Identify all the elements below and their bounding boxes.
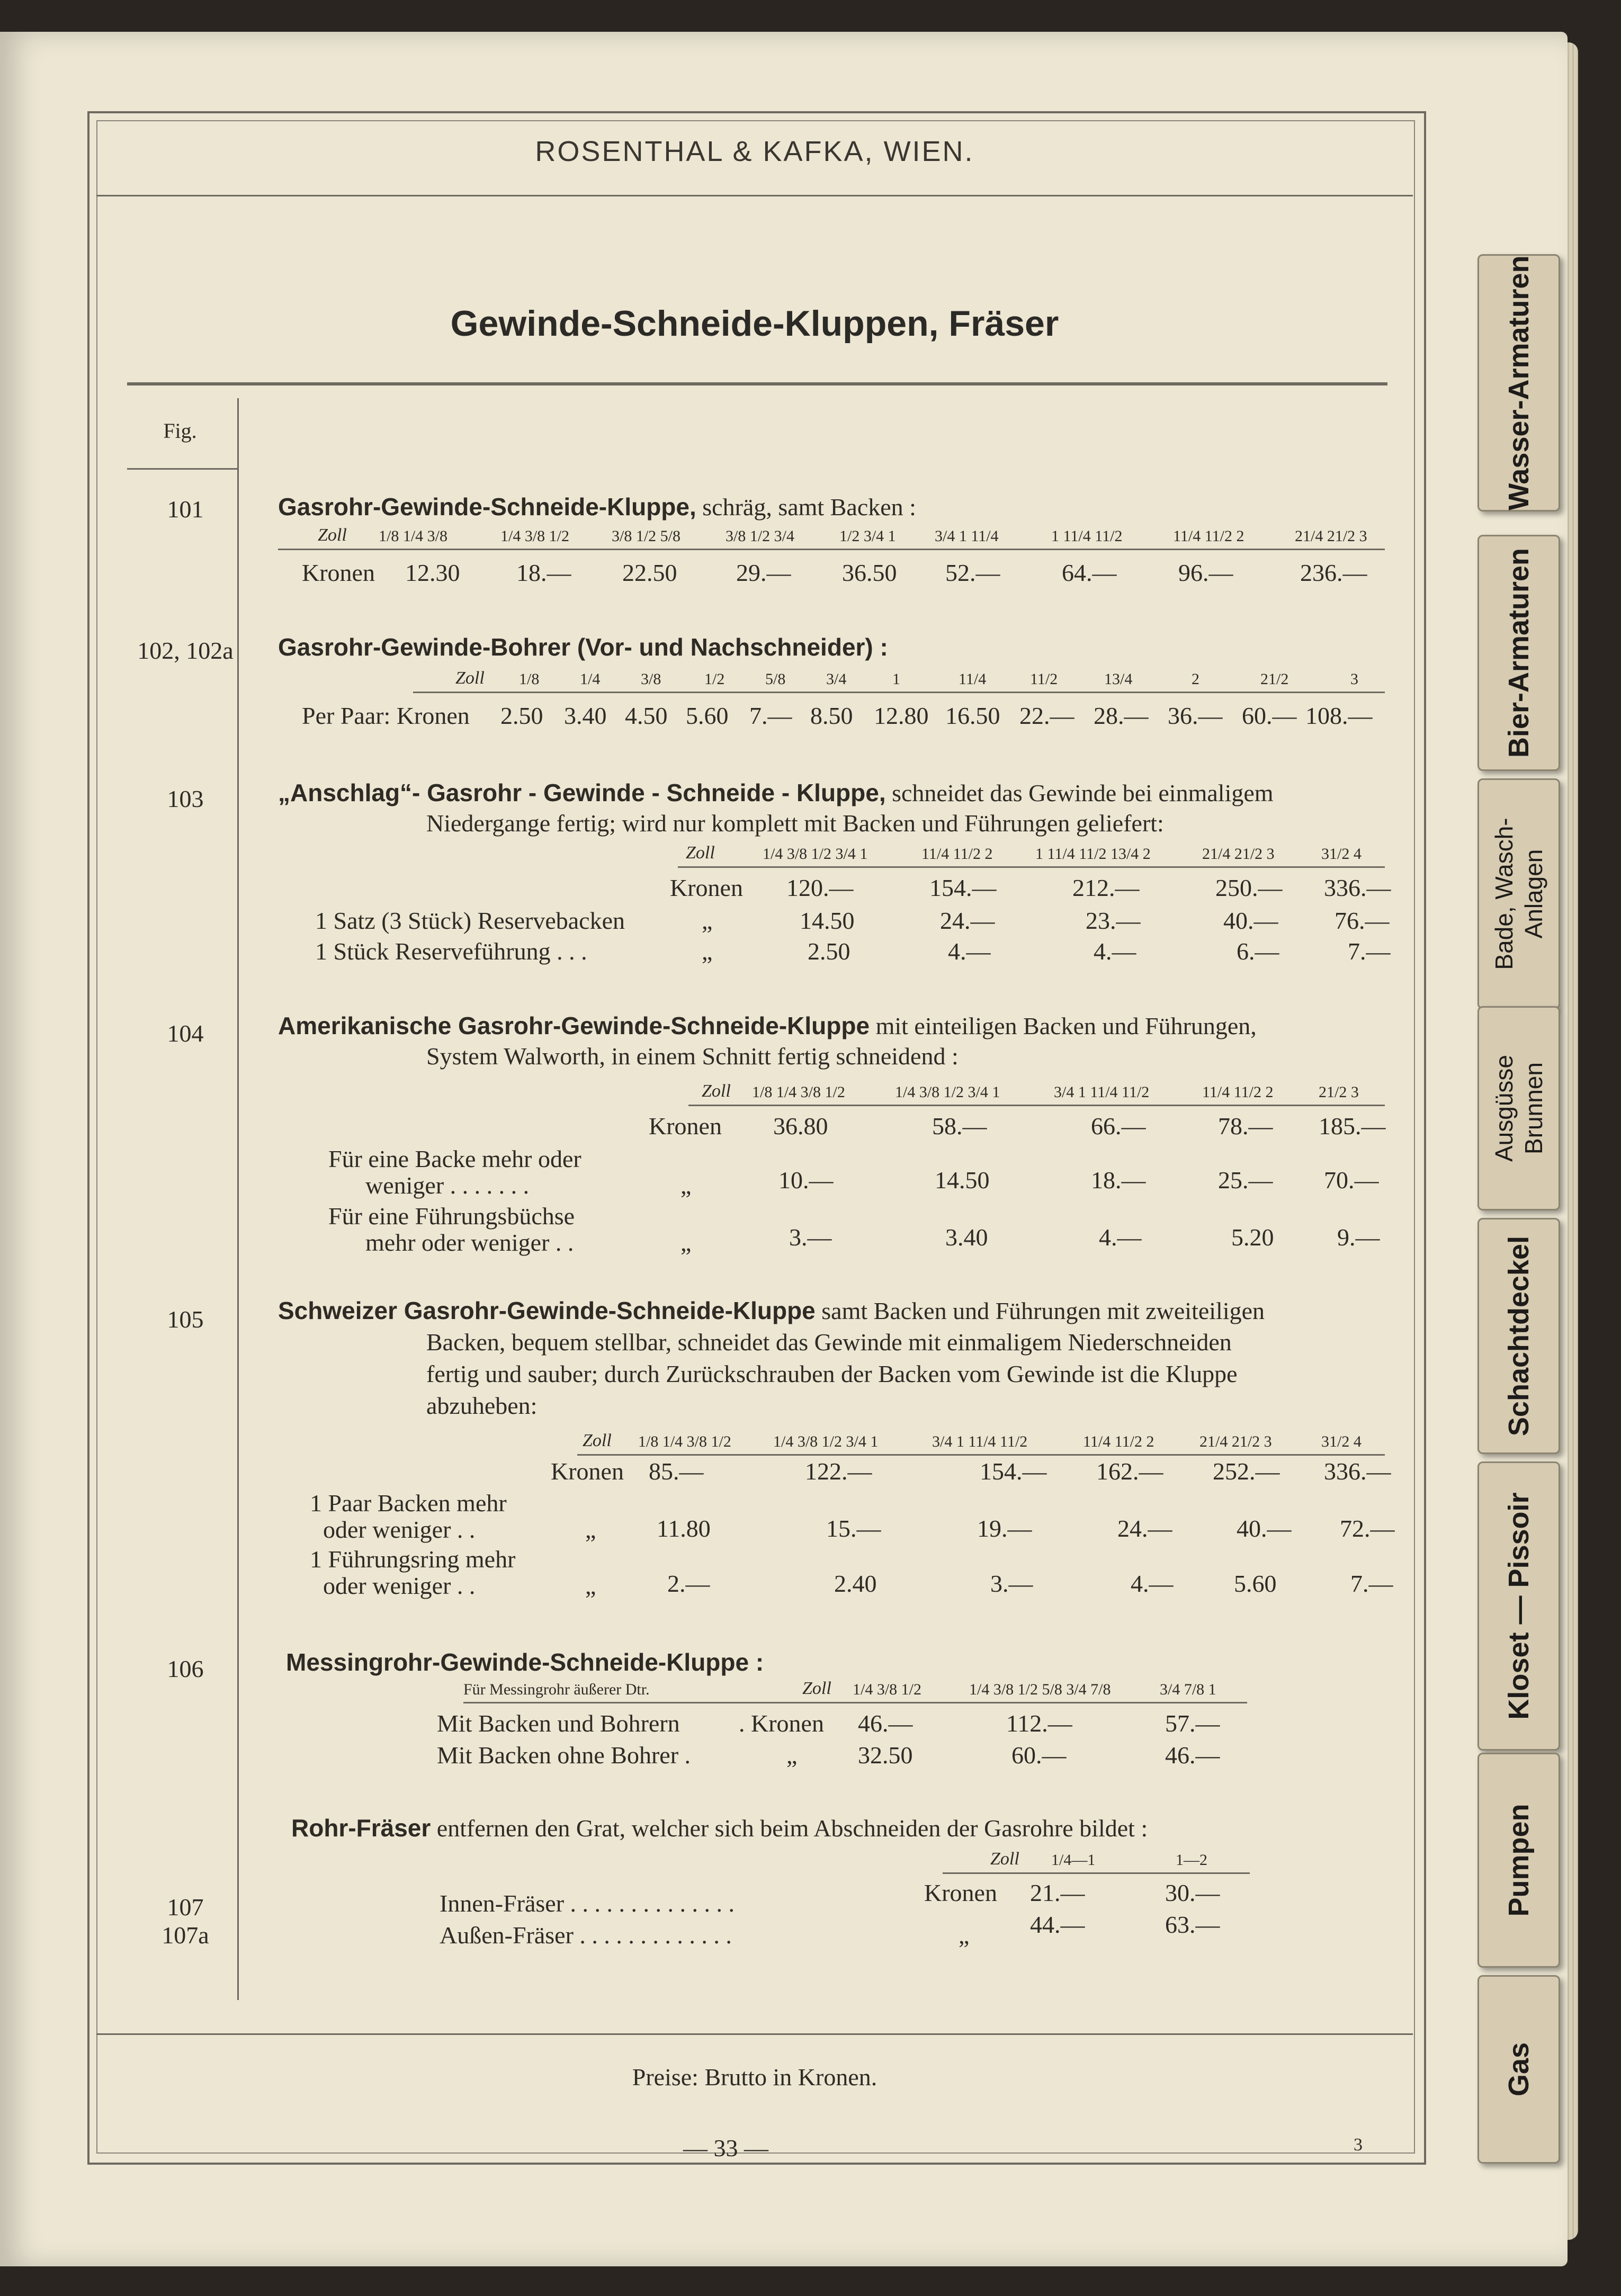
- footer-rule: [96, 2033, 1413, 2035]
- price: 32.50: [858, 1742, 913, 1769]
- price: 3.40: [945, 1224, 988, 1251]
- row-label: Für eine Führungsbüchse: [328, 1203, 575, 1230]
- fig-number: 101: [167, 496, 204, 523]
- size: 3/8: [641, 670, 661, 688]
- tab-label: Ausgüsse Brunnen: [1490, 1054, 1547, 1162]
- price: 212.—: [1072, 874, 1140, 901]
- description-line: Backen, bequem stellbar, schneidet das Gewinde mit einmaligem Niederschneiden: [426, 1329, 1232, 1356]
- price: 3.—: [990, 1570, 1033, 1597]
- price: 36.80: [773, 1113, 828, 1140]
- size-range: 1—2: [1176, 1851, 1207, 1869]
- size: 2: [1192, 670, 1199, 688]
- price: 4.—: [1131, 1570, 1174, 1597]
- row-unit: Kronen: [924, 1879, 997, 1906]
- price: 18.—: [516, 559, 571, 586]
- product-description: schräg, samt Backen :: [696, 494, 916, 521]
- size-range: 3/4 1 11/4 11/2: [1054, 1083, 1150, 1101]
- section-101-price-row: [278, 559, 1385, 590]
- row-label: 1 Satz (3 Stück) Reservebacken: [315, 907, 625, 934]
- zoll-label: Zoll: [990, 1849, 1019, 1869]
- zoll-label: Zoll: [318, 525, 347, 545]
- row-unit: „: [786, 1742, 798, 1769]
- section-103-description: Niedergange fertig; wird nur komplett mit Backen und Führungen geliefert:: [426, 810, 1164, 837]
- price: 108.—: [1305, 702, 1373, 729]
- section-105-description: [426, 1326, 1238, 1422]
- price: 40.—: [1237, 1515, 1292, 1542]
- price: 52.—: [945, 559, 1000, 586]
- price: 76.—: [1335, 907, 1390, 934]
- size-range: 21/4 21/2 3: [1199, 1433, 1272, 1450]
- size-range: 1 11/4 11/2 13/4 2: [1035, 845, 1151, 863]
- size-range: 31/2 4: [1321, 1433, 1362, 1450]
- row-unit: . Kronen: [739, 1710, 824, 1737]
- size-range: 1/4 3/8 1/2: [500, 527, 570, 545]
- price: 36.50: [842, 559, 897, 586]
- price: 60.—: [1011, 1742, 1067, 1769]
- tab-label: Wasser-Armaturen: [1503, 255, 1535, 510]
- section-104-sizes: [688, 1080, 1385, 1106]
- fig-rule: [127, 468, 237, 470]
- section-105-row: [278, 1457, 1391, 1489]
- section-102-heading: [278, 633, 888, 661]
- size: 11/2: [1030, 670, 1058, 688]
- ditto-mark: „: [585, 1572, 596, 1599]
- price: 14.50: [935, 1167, 990, 1194]
- section-101-sizes: [278, 524, 1385, 550]
- price: 4.—: [1099, 1224, 1142, 1251]
- size-range: 1/2 3/4 1: [839, 527, 896, 545]
- size-range: 3/8 1/2 5/8: [612, 527, 681, 545]
- size: 21/2: [1260, 670, 1289, 688]
- price: 12.30: [405, 559, 460, 586]
- price: 120.—: [786, 874, 854, 901]
- title-rule: [127, 382, 1387, 385]
- size-range: 1/4 3/8 1/2 3/4 1: [895, 1083, 1000, 1101]
- size-range: 21/2 3: [1319, 1083, 1359, 1101]
- signature-mark: 3: [1354, 2135, 1363, 2155]
- product-description: samt Backen und Führungen mit zweiteiligen: [815, 1297, 1265, 1324]
- row-label: Kronen: [670, 874, 743, 901]
- price: 66.—: [1091, 1113, 1146, 1140]
- size-range: 11/4 11/2 2: [1202, 1083, 1274, 1101]
- ditto-mark: „: [680, 1229, 692, 1256]
- size-range: 1/4—1: [1051, 1851, 1096, 1869]
- size-range: 3/4 7/8 1: [1160, 1681, 1216, 1698]
- price: 57.—: [1165, 1710, 1220, 1737]
- ditto-mark: „: [585, 1516, 596, 1543]
- section-106-row: [278, 1741, 1385, 1773]
- size-range: 3/4 1 11/4 11/2: [932, 1433, 1028, 1450]
- price: 7.—: [749, 702, 792, 729]
- price: 252.—: [1213, 1458, 1280, 1485]
- price: 2.50: [808, 938, 850, 965]
- fig-number: 103: [167, 785, 204, 812]
- company-header: ROSENTHAL & KAFKA, WIEN.: [535, 136, 974, 167]
- page-number: — 33 —: [683, 2134, 768, 2162]
- section-103-row: [278, 874, 1391, 905]
- section-106-sizes: [463, 1678, 1247, 1703]
- row-label: Kronen: [302, 559, 375, 586]
- tab-label: Gas: [1503, 2042, 1535, 2097]
- section-105-heading: [278, 1296, 1265, 1325]
- ditto-mark: „: [702, 938, 713, 965]
- row-label: Mit Backen ohne Bohrer .: [437, 1742, 691, 1769]
- price: 236.—: [1300, 559, 1367, 586]
- price: 85.—: [649, 1458, 704, 1485]
- zoll-label: Zoll: [686, 843, 715, 863]
- price: 2.—: [667, 1570, 710, 1597]
- section-105-row: [278, 1489, 1395, 1547]
- price: 336.—: [1324, 1458, 1391, 1485]
- section-106-row: [278, 1709, 1385, 1741]
- fig-number: 107: [167, 1894, 204, 1921]
- price: 4.—: [1094, 938, 1136, 965]
- fig-number: 105: [167, 1306, 204, 1333]
- price: 10.—: [778, 1167, 834, 1194]
- size: 3: [1350, 670, 1358, 688]
- tab-label: Schachtdeckel: [1503, 1235, 1535, 1437]
- description-line: fertig und sauber; durch Zurückschrauben der Backen vom Gewinde ist die Kluppe: [426, 1360, 1238, 1387]
- price: 18.—: [1091, 1167, 1146, 1194]
- price: 63.—: [1165, 1911, 1220, 1938]
- section-107-row: [278, 1911, 1385, 1949]
- size-range: 1/4 3/8 1/2 5/8 3/4 7/8: [969, 1681, 1111, 1698]
- product-description: mit einteiligen Backen und Führungen,: [870, 1012, 1257, 1039]
- fig-number: 107a: [162, 1922, 209, 1949]
- size-range: 1/8 1/4 3/8 1/2: [752, 1083, 845, 1101]
- size: 1/8: [519, 670, 540, 688]
- description-line: abzuheben:: [426, 1392, 538, 1419]
- size-range: 1/8 1/4 3/8 1/2: [638, 1433, 731, 1450]
- price: 12.80: [874, 702, 929, 729]
- row-label: Kronen: [649, 1113, 722, 1140]
- size: 1: [892, 670, 900, 688]
- tab-gas[interactable]: [1477, 1975, 1560, 2164]
- ditto-mark: „: [702, 907, 713, 934]
- section-107-heading: [291, 1814, 1148, 1842]
- product-name: „Anschlag“- Gasrohr - Gewinde - Schneide - Kluppe,: [278, 779, 886, 806]
- section-102-price-row: [278, 702, 1385, 733]
- price: 22.50: [622, 559, 677, 586]
- price: 9.—: [1337, 1224, 1380, 1251]
- page-title: Gewinde-Schneide-Kluppen, Fräser: [450, 303, 1059, 344]
- price: 22.—: [1019, 702, 1074, 729]
- size-range: 1/8 1/4 3/8: [379, 527, 448, 545]
- header-rule: [96, 195, 1413, 196]
- row-label-cont: mehr oder weniger . .: [365, 1229, 574, 1256]
- row-label: Außen-Fräser . . . . . . . . . . . . .: [440, 1922, 732, 1949]
- row-label: Mit Backen und Bohrern: [437, 1710, 680, 1737]
- price: 162.—: [1096, 1458, 1163, 1485]
- size-range: 11/4 11/2 2: [921, 845, 993, 863]
- section-103-heading: [278, 778, 1274, 807]
- row-label: 1 Führungsring mehr: [310, 1546, 516, 1573]
- price: 28.—: [1094, 702, 1149, 729]
- price: 64.—: [1062, 559, 1117, 586]
- tab-bier-armaturen[interactable]: [1477, 535, 1560, 771]
- tab-wasser-armaturen[interactable]: [1477, 254, 1560, 512]
- row-label: Per Paar: Kronen: [302, 702, 470, 729]
- size-range: 21/4 21/2 3: [1202, 845, 1275, 863]
- zoll-label: Zoll: [802, 1679, 831, 1698]
- section-103-row: [278, 937, 1391, 969]
- price: 70.—: [1324, 1167, 1379, 1194]
- size-range: 11/4 11/2 2: [1173, 527, 1244, 545]
- tab-schachtdeckel[interactable]: [1477, 1218, 1560, 1454]
- price: 40.—: [1223, 907, 1278, 934]
- tab-label: Bier-Armaturen: [1503, 548, 1535, 758]
- price: 30.—: [1165, 1879, 1220, 1906]
- price: 3.40: [564, 702, 607, 729]
- section-104-heading: [278, 1011, 1257, 1040]
- row-label-cont: weniger . . . . . . .: [365, 1172, 530, 1199]
- price: 5.20: [1231, 1224, 1274, 1251]
- price: 4.—: [948, 938, 991, 965]
- price: 3.—: [789, 1224, 832, 1251]
- price: 154.—: [929, 874, 997, 901]
- row-label: Kronen: [551, 1458, 624, 1485]
- size: 5/8: [765, 670, 786, 688]
- size-range: 31/2 4: [1321, 845, 1362, 863]
- price: 14.50: [800, 907, 855, 934]
- fig-column-label: Fig.: [163, 419, 197, 443]
- section-103-sizes: [678, 842, 1385, 868]
- size-range: 1/4 3/8 1/2: [853, 1681, 922, 1698]
- size-range: 1 11/4 11/2: [1051, 527, 1123, 545]
- row-label: 1 Paar Backen mehr: [310, 1490, 507, 1517]
- price: 4.50: [625, 702, 668, 729]
- price: 44.—: [1030, 1911, 1085, 1938]
- tab-label: Kloset — Pissoir: [1503, 1492, 1535, 1720]
- row-label: 1 Stück Reserveführung . . .: [315, 938, 587, 965]
- section-103-row: [278, 907, 1390, 938]
- price: 24.—: [1117, 1515, 1172, 1542]
- fig-number: 104: [167, 1020, 204, 1047]
- price: 8.50: [810, 702, 853, 729]
- price: 16.50: [945, 702, 1000, 729]
- zoll-label: Zoll: [455, 668, 485, 688]
- price: 46.—: [1165, 1742, 1220, 1769]
- zoll-label: Zoll: [583, 1431, 612, 1450]
- price: 5.60: [686, 702, 729, 729]
- price: 24.—: [940, 907, 995, 934]
- price: 11.80: [657, 1515, 711, 1542]
- row-label: Innen-Fräser . . . . . . . . . . . . . .: [440, 1890, 735, 1917]
- price: 154.—: [980, 1458, 1047, 1485]
- size: 13/4: [1104, 670, 1133, 688]
- section-105-row: [278, 1545, 1393, 1603]
- price: 250.—: [1215, 874, 1283, 901]
- fig-number: 102, 102a: [137, 637, 234, 664]
- price: 25.—: [1218, 1167, 1273, 1194]
- price: 23.—: [1086, 907, 1141, 934]
- price: 7.—: [1350, 1570, 1393, 1597]
- section-107-row: [278, 1879, 1385, 1917]
- row-label-cont: oder weniger . .: [323, 1572, 476, 1599]
- price: 29.—: [736, 559, 791, 586]
- price: 122.—: [805, 1458, 872, 1485]
- row-label: Für eine Backe mehr oder: [328, 1145, 581, 1172]
- tab-pumpen[interactable]: [1477, 1753, 1560, 1968]
- row-label-cont: oder weniger . .: [323, 1516, 476, 1543]
- product-name: Gasrohr-Gewinde-Bohrer (Vor- und Nachschneider) :: [278, 633, 888, 661]
- price: 46.—: [858, 1710, 913, 1737]
- size-range: 3/8 1/2 3/4: [726, 527, 795, 545]
- row-unit: „: [959, 1922, 970, 1949]
- section-104-row: [278, 1145, 1385, 1203]
- price: 7.—: [1348, 938, 1391, 965]
- price: 15.—: [826, 1515, 881, 1542]
- price: 96.—: [1178, 559, 1233, 586]
- section-104-row: [278, 1202, 1385, 1260]
- size: 3/4: [826, 670, 847, 688]
- tab-bade-wasch-anlagen[interactable]: [1477, 778, 1560, 1009]
- size-range: 1/4 3/8 1/2 3/4 1: [763, 845, 868, 863]
- size-subheading: Für Messingrohr äußerer Dtr.: [463, 1681, 650, 1698]
- zoll-label: Zoll: [702, 1081, 731, 1101]
- product-name: Gasrohr-Gewinde-Schneide-Kluppe,: [278, 493, 696, 521]
- section-101-heading: [278, 492, 916, 521]
- section-104-description: System Walworth, in einem Schnitt fertig schneidend :: [426, 1043, 959, 1070]
- size: 11/4: [959, 670, 987, 688]
- section-102-sizes: [413, 667, 1385, 693]
- price: 78.—: [1218, 1113, 1273, 1140]
- section-106-heading: [286, 1648, 764, 1676]
- price: 5.60: [1234, 1570, 1277, 1597]
- price: 112.—: [1006, 1710, 1072, 1737]
- size: 1/2: [704, 670, 725, 688]
- fig-number: 106: [167, 1655, 204, 1682]
- product-description: schneidet das Gewinde bei einmaligem: [885, 779, 1274, 806]
- price: 21.—: [1030, 1879, 1085, 1906]
- price: 336.—: [1324, 874, 1391, 901]
- footer-note: Preise: Brutto in Kronen.: [632, 2064, 877, 2091]
- ditto-mark: „: [680, 1172, 692, 1199]
- price: 36.—: [1168, 702, 1223, 729]
- size: 1/4: [580, 670, 601, 688]
- tab-label: Bade, Wasch- Anlagen: [1490, 818, 1547, 970]
- price: 6.—: [1237, 938, 1279, 965]
- price: 58.—: [932, 1113, 987, 1140]
- size-range: 1/4 3/8 1/2 3/4 1: [773, 1433, 879, 1450]
- product-name: Amerikanische Gasrohr-Gewinde-Schneide-Kluppe: [278, 1012, 870, 1039]
- size-range: 11/4 11/2 2: [1083, 1433, 1154, 1450]
- price: 2.50: [500, 702, 543, 729]
- section-107-sizes: [943, 1848, 1250, 1874]
- tab-ausguesse-brunnen[interactable]: [1477, 1006, 1560, 1210]
- section-104-row: [278, 1112, 1385, 1144]
- product-name: Messingrohr-Gewinde-Schneide-Kluppe :: [286, 1648, 764, 1676]
- product-description: entfernen den Grat, welcher sich beim Abschneiden der Gasrohre bildet :: [431, 1815, 1148, 1842]
- tab-kloset-pissoir[interactable]: [1477, 1461, 1560, 1751]
- product-name: Rohr-Fräser: [291, 1814, 431, 1842]
- price: 72.—: [1340, 1515, 1395, 1542]
- price: 60.—: [1242, 702, 1297, 729]
- price: 2.40: [834, 1570, 877, 1597]
- size-range: 21/4 21/2 3: [1295, 527, 1367, 545]
- size-range: 3/4 1 11/4: [935, 527, 999, 545]
- price: 185.—: [1319, 1113, 1386, 1140]
- section-105-sizes: [577, 1430, 1385, 1456]
- tab-label: Pumpen: [1503, 1804, 1535, 1917]
- price: 19.—: [977, 1515, 1032, 1542]
- product-name: Schweizer Gasrohr-Gewinde-Schneide-Kluppe: [278, 1297, 816, 1324]
